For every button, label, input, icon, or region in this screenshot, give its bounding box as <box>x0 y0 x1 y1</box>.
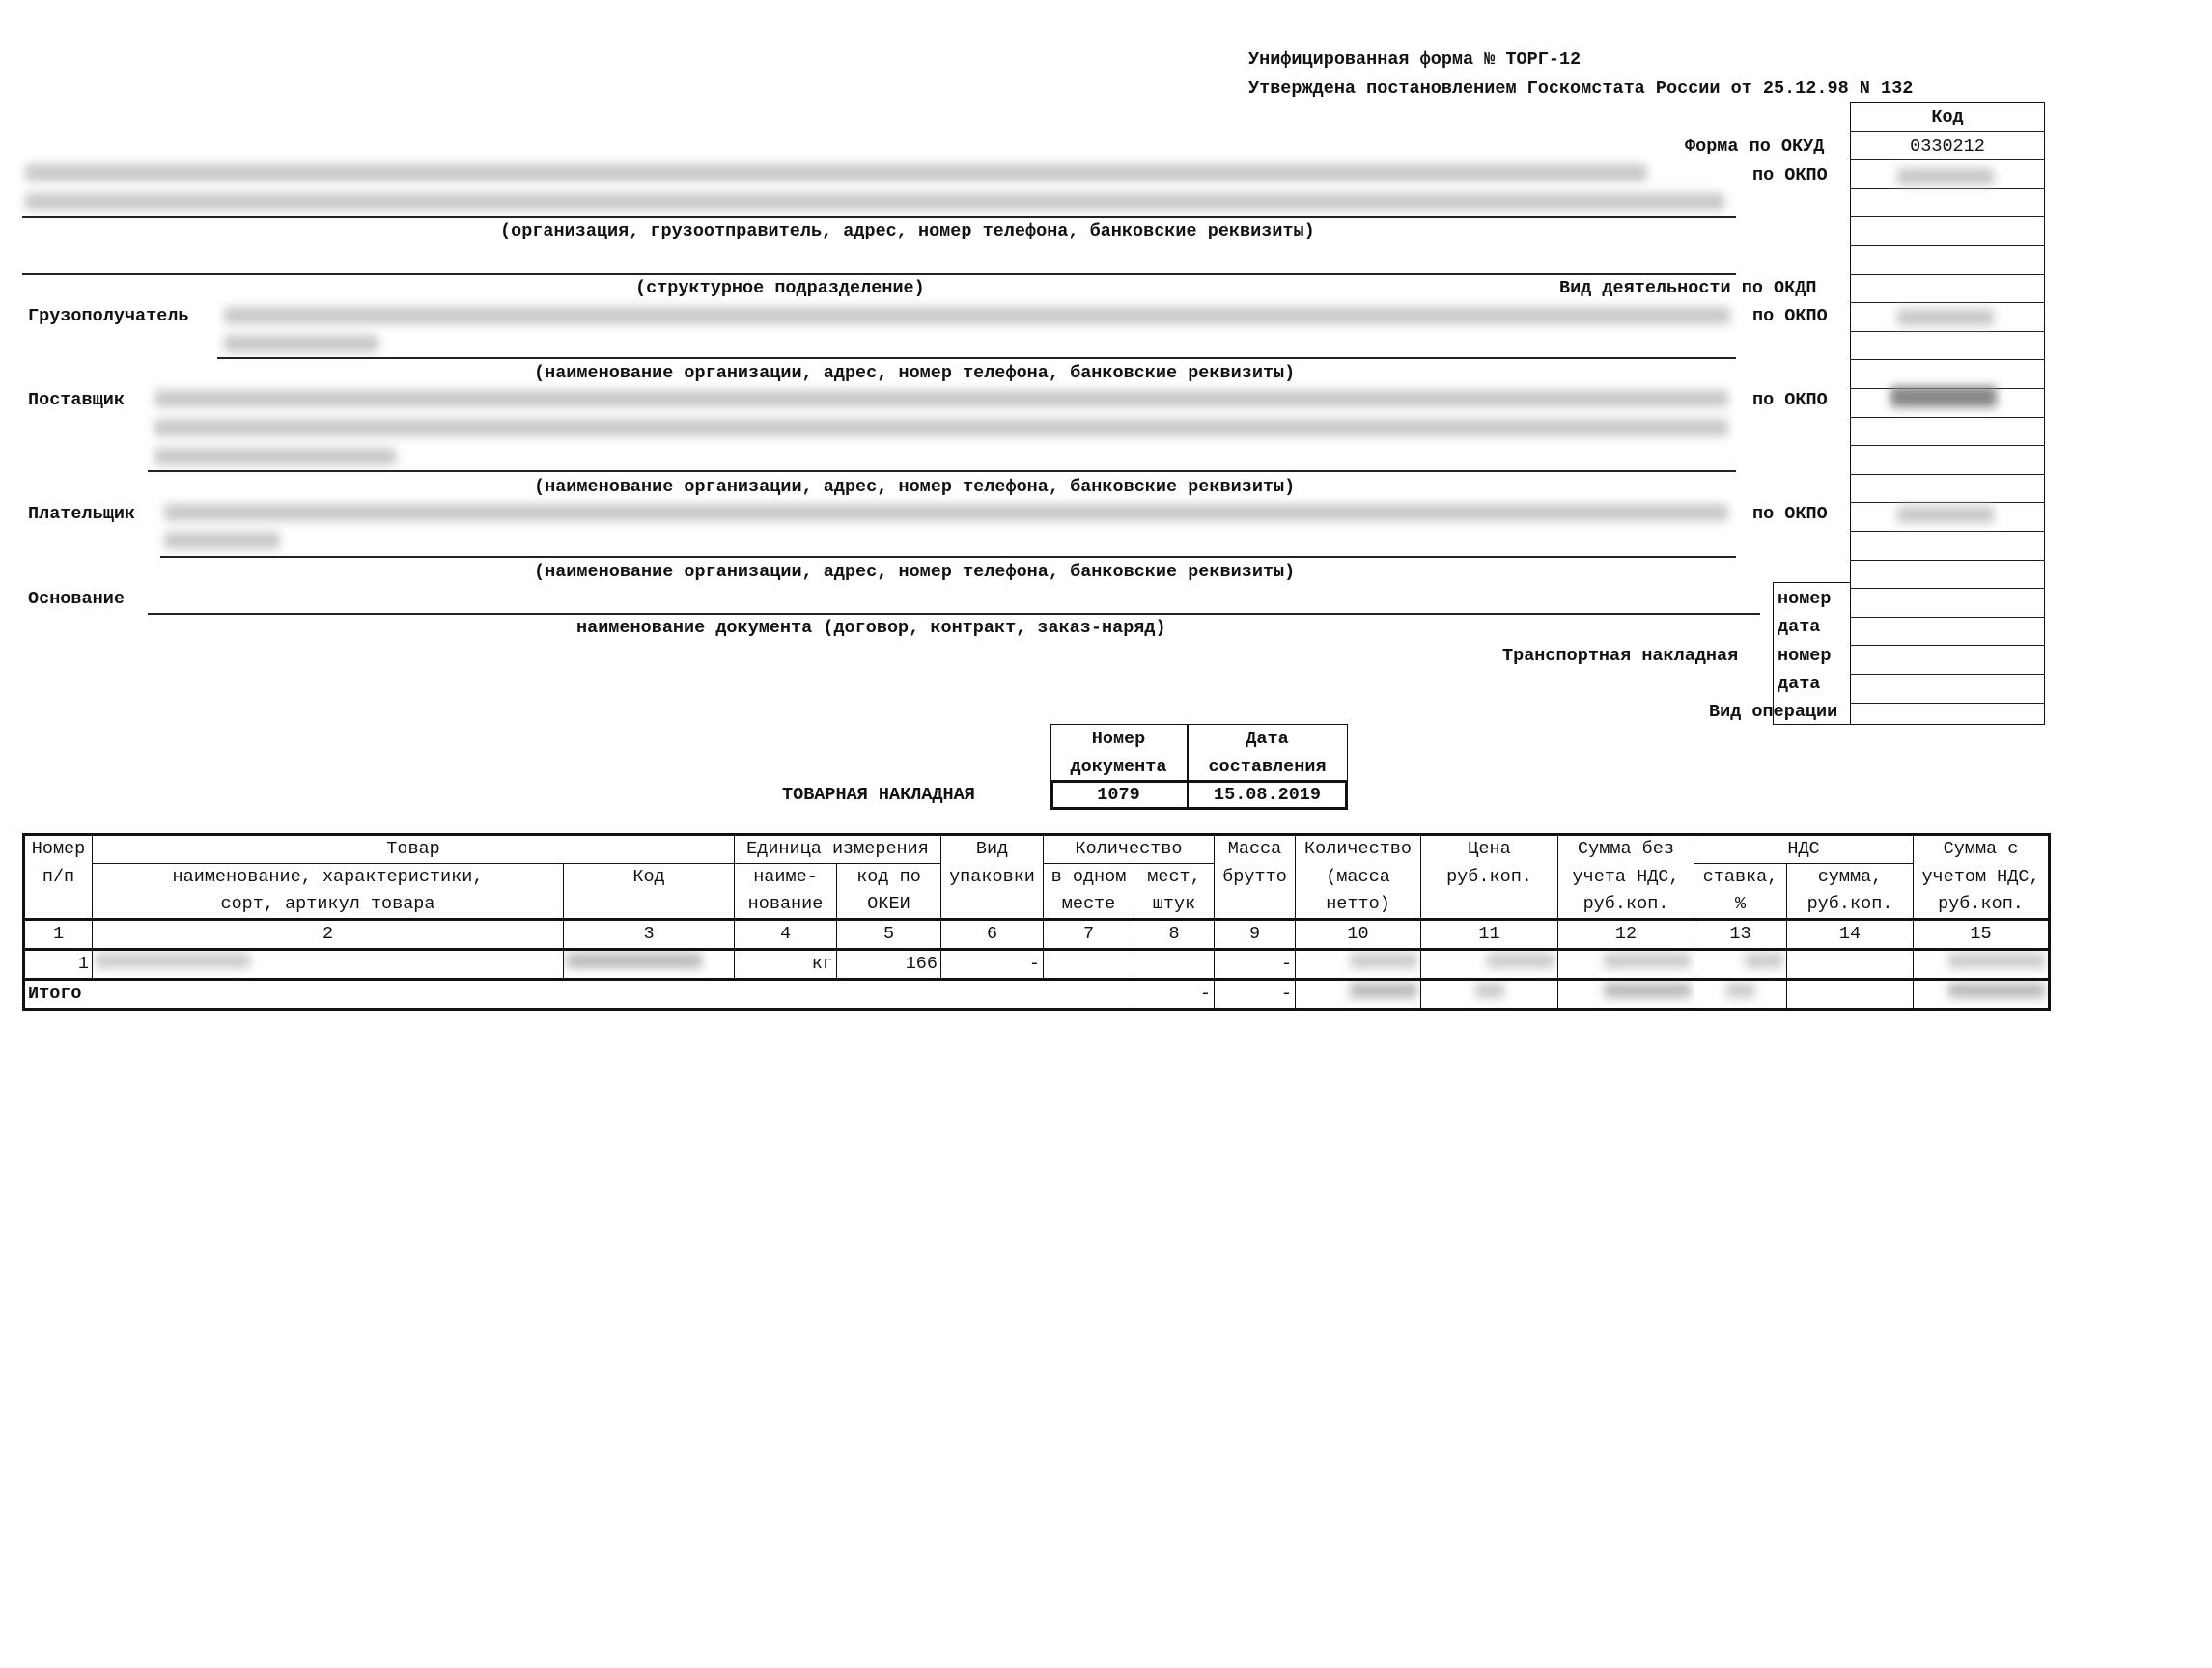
h-sum-3: руб.коп. <box>1558 891 1694 920</box>
h-price-1: Цена <box>1421 835 1558 864</box>
codes-row-divider <box>1850 359 2045 360</box>
col-number: 2 <box>93 920 564 950</box>
org-caption: (организация, грузоотправитель, адрес, номер телефона, банковские реквизиты) <box>500 221 1315 241</box>
consignee-line <box>217 357 1736 359</box>
codes-row-divider <box>1850 216 2045 217</box>
payer-text-1 <box>164 504 1728 521</box>
row-total <box>1914 950 2050 980</box>
col-number: 11 <box>1421 920 1558 950</box>
codes-row-divider <box>1850 560 2045 561</box>
okdp-label: Вид деятельности по ОКДП <box>1559 278 1817 298</box>
codes-row-divider <box>1850 674 2045 675</box>
doc-num-header-2: документа <box>1070 757 1167 777</box>
codes-row-divider <box>1850 531 2045 532</box>
okud-value: 0330212 <box>1910 136 1985 156</box>
h-qty-places-2: штук <box>1134 891 1215 920</box>
row-qty-one <box>1044 950 1134 980</box>
h-unit-okei-2: ОКЕИ <box>837 891 941 920</box>
col-number: 9 <box>1215 920 1296 950</box>
org-text-line-1 <box>25 164 1647 181</box>
doc-date-header-2: составления <box>1208 757 1327 777</box>
doc-number: 1079 <box>1097 785 1140 805</box>
total-row <box>24 980 2050 1010</box>
h-net-3: нетто) <box>1296 891 1421 920</box>
row-pack: - <box>941 950 1044 980</box>
h-vat-sum-1: сумма, <box>1787 864 1914 892</box>
kod-header: Код <box>1931 107 1964 127</box>
okpo-value-3 <box>1890 386 1997 407</box>
form-name: Унифицированная форма № ТОРГ-12 <box>1248 49 1582 70</box>
total-net <box>1296 980 1421 1010</box>
h-vat: НДС <box>1694 835 1914 864</box>
h-pack-3 <box>941 891 1044 920</box>
codes-row-divider <box>1850 474 2045 475</box>
h-sum-1: Сумма без <box>1558 835 1694 864</box>
doc-num-header-1: Номер <box>1091 729 1146 749</box>
total-sum <box>1558 980 1694 1010</box>
row-qty-places <box>1134 950 1215 980</box>
h-net-2: (масса <box>1296 864 1421 892</box>
h-gross-3 <box>1215 891 1296 920</box>
supplier-label: Поставщик <box>28 390 125 410</box>
h-goods-name-2: сорт, артикул товара <box>93 891 564 920</box>
codes-row-divider <box>1850 274 2045 275</box>
h-num-3 <box>24 891 93 920</box>
h-total-3: руб.коп. <box>1914 891 2050 920</box>
codes-row-divider <box>1850 703 2045 704</box>
h-price-3 <box>1421 891 1558 920</box>
payer-label: Плательщик <box>28 504 136 524</box>
col-number: 1 <box>24 920 93 950</box>
operation-label: Вид операции <box>1709 702 1838 722</box>
okpo-value-4 <box>1897 506 1994 523</box>
struct-caption: (структурное подразделение) <box>635 278 925 298</box>
h-sum-2: учета НДС, <box>1558 864 1694 892</box>
row-goods-code <box>564 950 735 980</box>
codes-row-divider <box>1850 502 2045 503</box>
total-price <box>1421 980 1558 1010</box>
row-gross: - <box>1215 950 1296 980</box>
total-total <box>1914 980 2050 1010</box>
payer-caption: (наименование организации, адрес, номер телефона, банковские реквизиты) <box>534 562 1296 582</box>
row-goods-name <box>93 950 564 980</box>
codes-row-divider <box>1850 159 2045 160</box>
total-places: - <box>1134 980 1215 1010</box>
codes-row-divider <box>1850 588 2045 589</box>
supplier-text-1 <box>154 390 1728 407</box>
h-num-2: п/п <box>24 864 93 892</box>
h-goods-code-2 <box>564 891 735 920</box>
codes-row-divider <box>1850 417 2045 418</box>
supplier-caption: (наименование организации, адрес, номер телефона, банковские реквизиты) <box>534 477 1296 497</box>
row-price <box>1421 950 1558 980</box>
consignee-label: Грузополучатель <box>28 306 189 326</box>
supplier-line <box>148 470 1736 472</box>
h-unit-name-2: нование <box>735 891 837 920</box>
h-price-2: руб.коп. <box>1421 864 1558 892</box>
h-gross-1: Масса <box>1215 835 1296 864</box>
h-qty-one-1: в одном <box>1044 864 1134 892</box>
payer-text-2 <box>164 532 280 549</box>
codes-row-divider <box>1850 617 2045 618</box>
codes-row-divider <box>1850 188 2045 189</box>
basis-caption: наименование документа (договор, контракт, заказ-наряд) <box>576 618 1166 638</box>
row-net <box>1296 950 1421 980</box>
consignee-caption: (наименование организации, адрес, номер телефона, банковские реквизиты) <box>534 363 1296 383</box>
col-number: 7 <box>1044 920 1134 950</box>
basis-data-label: дата <box>1778 617 1821 637</box>
h-gross-2: брутто <box>1215 864 1296 892</box>
okpo-label-4: по ОКПО <box>1752 504 1828 524</box>
table-row <box>24 950 2050 980</box>
consignee-text-2 <box>224 335 378 352</box>
row-okei: 166 <box>837 950 941 980</box>
codes-row-divider <box>1850 245 2045 246</box>
okpo-value-1 <box>1897 168 1994 185</box>
h-qty-places-1: мест, <box>1134 864 1215 892</box>
form-approval: Утверждена постановлением Госкомстата России от 25.12.98 N 132 <box>1248 78 1914 98</box>
transport-nomer-label: номер <box>1778 646 1832 666</box>
okpo-label-3: по ОКПО <box>1752 390 1828 410</box>
basis-line <box>148 613 1760 615</box>
total-label: Итого <box>24 980 1134 1010</box>
h-total-2: учетом НДС, <box>1914 864 2050 892</box>
codes-row-divider <box>1850 445 2045 446</box>
okpo-label-1: по ОКПО <box>1752 165 1828 185</box>
transport-data-label: дата <box>1778 674 1821 694</box>
transport-label: Транспортная накладная <box>1502 646 1739 666</box>
codes-row-divider <box>1850 131 2045 132</box>
h-vat-sum-2: руб.коп. <box>1787 891 1914 920</box>
row-num: 1 <box>24 950 93 980</box>
okpo-value-2 <box>1897 309 1994 326</box>
org-line <box>22 216 1736 218</box>
h-vat-rate-1: ставка, <box>1694 864 1787 892</box>
h-net-1: Количество <box>1296 835 1421 864</box>
col-number: 4 <box>735 920 837 950</box>
h-unit-name-1: наиме- <box>735 864 837 892</box>
col-number: 10 <box>1296 920 1421 950</box>
col-number: 6 <box>941 920 1044 950</box>
row-vat-rate <box>1694 950 1787 980</box>
codes-row-divider <box>1850 331 2045 332</box>
total-vat-sum <box>1787 980 1914 1010</box>
col-number: 8 <box>1134 920 1215 950</box>
codes-column <box>1850 102 2045 725</box>
codes-row-divider <box>1850 302 2045 303</box>
h-qty-one-2: месте <box>1044 891 1134 920</box>
row-vat-sum <box>1787 950 1914 980</box>
col-number: 14 <box>1787 920 1914 950</box>
h-qty: Количество <box>1044 835 1215 864</box>
okud-label: Форма по ОКУД <box>1685 136 1825 156</box>
h-goods: Товар <box>93 835 735 864</box>
h-unit: Единица измерения <box>735 835 941 864</box>
col-number: 3 <box>564 920 735 950</box>
consignee-text-1 <box>224 307 1730 324</box>
doc-date: 15.08.2019 <box>1213 785 1322 805</box>
column-numbers-row <box>24 920 2050 950</box>
col-number: 15 <box>1914 920 2050 950</box>
row-sum <box>1558 950 1694 980</box>
col-number: 13 <box>1694 920 1787 950</box>
codes-row-divider <box>1850 645 2045 646</box>
payer-line <box>160 556 1736 558</box>
org-text-line-2 <box>25 193 1724 210</box>
h-total-1: Сумма с <box>1914 835 2050 864</box>
col-number: 12 <box>1558 920 1694 950</box>
h-pack-2: упаковки <box>941 864 1044 892</box>
doc-date-header-1: Дата <box>1246 729 1289 749</box>
h-vat-rate-2: % <box>1694 891 1787 920</box>
supplier-text-3 <box>154 448 396 465</box>
total-gross: - <box>1215 980 1296 1010</box>
basis-label: Основание <box>28 589 125 609</box>
total-vat-rate <box>1694 980 1787 1010</box>
h-goods-name-1: наименование, характеристики, <box>93 864 564 892</box>
h-unit-okei-1: код по <box>837 864 941 892</box>
basis-nomer-label: номер <box>1778 589 1832 609</box>
col-number: 5 <box>837 920 941 950</box>
h-num-1: Номер <box>24 835 93 864</box>
goods-table <box>22 833 2051 1011</box>
h-goods-code: Код <box>564 864 735 892</box>
row-unit: кг <box>735 950 837 980</box>
h-pack-1: Вид <box>941 835 1044 864</box>
okpo-label-2: по ОКПО <box>1752 306 1828 326</box>
document-title: ТОВАРНАЯ НАКЛАДНАЯ <box>782 785 975 805</box>
struct-line <box>22 273 1736 275</box>
supplier-text-2 <box>154 419 1728 436</box>
